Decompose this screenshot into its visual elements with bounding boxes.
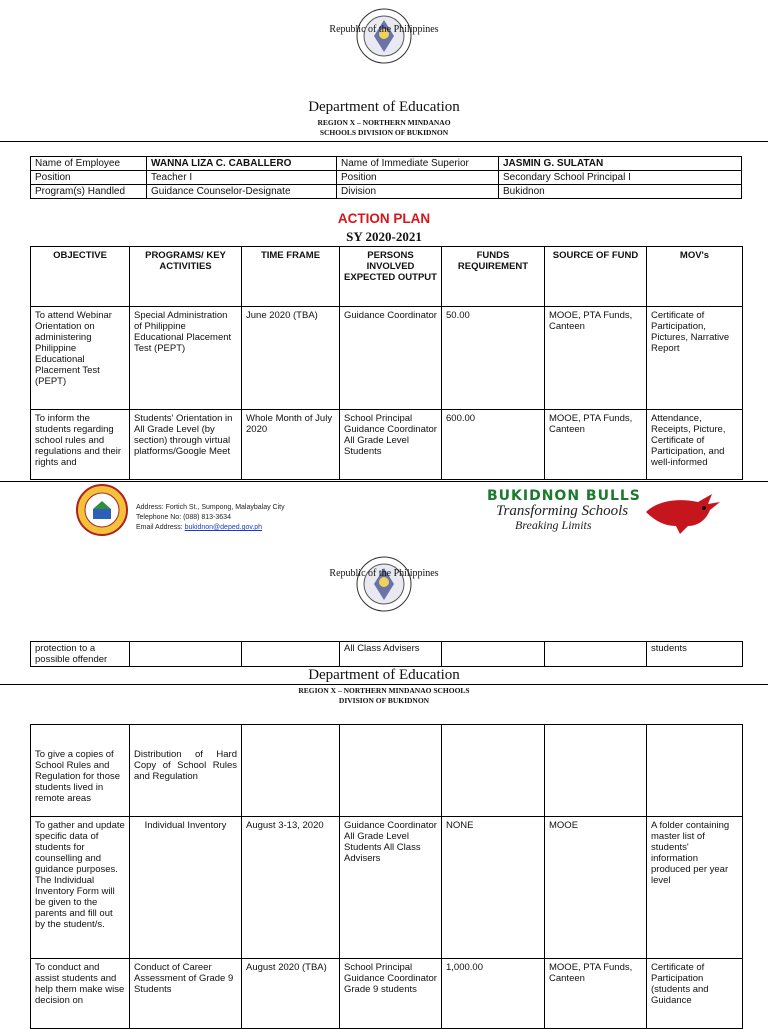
cell-objective: To gather and update specific data of students for counselling and guidance purposes. The Individual Inventory Form will be given to the parents and fill out by the student/s. (31, 817, 130, 959)
cell-movs (647, 410, 743, 480)
cell-time-frame (242, 725, 340, 817)
position-value: Teacher I (147, 171, 337, 185)
header-time-frame: TIME FRAME (242, 247, 340, 307)
cell-objective (31, 959, 130, 1029)
name-label: Name of Employee (31, 157, 147, 171)
cell-movs (647, 725, 743, 817)
bull-icon (640, 490, 722, 536)
continuation-table (30, 641, 743, 667)
employee-info-table (30, 156, 742, 199)
division-text-2: DIVISION OF BUKIDNON (338, 696, 430, 705)
cell-time-frame (242, 642, 340, 667)
cell-objective: To attend Webinar Orientation on administering Philippine Educational Placement Test (PEPT) (31, 307, 130, 410)
footer-telephone: Telephone No: (088) 813-3634 (136, 514, 231, 521)
header-objective: OBJECTIVE (31, 247, 130, 307)
cell-objective: protection to a possible offender (31, 642, 130, 667)
brand-name: BUKIDNON BULLS (487, 488, 641, 504)
position-label: Position (31, 171, 147, 185)
cell-objective (31, 410, 130, 480)
cell-movs: students (647, 642, 743, 667)
cell-source: MOOE, PTA Funds, Canteen (545, 959, 647, 1029)
action-plan-table-2 (30, 724, 743, 1029)
cell-objective: To give a copies of School Rules and Regulation for those students lived in remote areas (31, 725, 130, 817)
superior-label: Name of Immediate Superior (337, 157, 499, 171)
brand-tagline-1: Transforming Schools (496, 503, 629, 519)
cell-funds: NONE (442, 817, 545, 959)
cell-time-frame: June 2020 (TBA) (242, 307, 340, 410)
cell-persons: Guidance Coordinator All Grade Level Students All Class Advisers (340, 817, 442, 959)
cell-persons (340, 959, 442, 1029)
region-text: REGION X – NORTHERN MINDANAO (317, 118, 451, 127)
header-funds: FUNDS REQUIREMENT (442, 247, 545, 307)
table-row (31, 959, 743, 1029)
cell-time-frame: Whole Month of July 2020 (242, 410, 340, 480)
cell-text: School Principal Guidance Coordinator All Grade Level Students (344, 413, 437, 457)
action-plan-title: ACTION PLAN (337, 211, 431, 226)
region-text-2: REGION X – NORTHERN MINDANAO SCHOOLS (298, 686, 470, 695)
cell-funds: 1,000.00 (442, 959, 545, 1029)
superior-value: JASMIN G. SULATAN (499, 157, 742, 171)
superior-position-label: Position (337, 171, 499, 185)
division-value: Bukidnon (499, 185, 742, 199)
cell-text: To conduct and assist students and help them make wise decision on (35, 962, 125, 1006)
cell-persons: Guidance Coordinator (340, 307, 442, 410)
table-row (31, 642, 743, 667)
cell-movs: A folder containing master list of students' information produced per year level (647, 817, 743, 959)
deped-seal-logo-2 (356, 556, 412, 612)
cell-movs: Certificate of Participation, Pictures, Narrative Report (647, 307, 743, 410)
cell-source (545, 642, 647, 667)
cell-time-frame: August 2020 (TBA) (242, 959, 340, 1029)
superior-position-value: Secondary School Principal I (499, 171, 742, 185)
deped-seal-logo (356, 8, 412, 64)
action-plan-table-1 (30, 246, 743, 480)
header-programs: PROGRAMS/ KEY ACTIVITIES (130, 247, 242, 307)
table-row (31, 307, 743, 410)
cell-persons: All Class Advisers (340, 642, 442, 667)
cell-text: School Principal Guidance Coordinator Grade 9 students (344, 962, 437, 995)
programs-label: Program(s) Handled (31, 185, 147, 199)
cell-funds (442, 642, 545, 667)
cell-text: Students' Orientation in All Grade Level (by section) through virtual platforms/Google Meet (134, 413, 233, 457)
brand-tagline-2: Breaking Limits (515, 518, 592, 532)
cell-source: MOOE, PTA Funds, Canteen (545, 307, 647, 410)
table-header-row (31, 247, 743, 307)
cell-source (545, 725, 647, 817)
cell-source: MOOE (545, 817, 647, 959)
table-row (31, 410, 743, 480)
header-divider (0, 141, 768, 142)
header-movs: MOV's (647, 247, 743, 307)
header-source: SOURCE OF FUND (545, 247, 647, 307)
cell-programs (130, 642, 242, 667)
republic-text: Republic of the Philippines (329, 24, 439, 35)
cell-programs (130, 410, 242, 480)
footer-email-line (136, 523, 285, 533)
cell-text: To inform the students regarding school rules and regulations and their rights and (35, 413, 122, 468)
division-label: Division (337, 185, 499, 199)
header-divider-2 (0, 684, 768, 685)
name-value: WANNA LIZA C. CABALLERO (147, 157, 337, 171)
table-row (31, 725, 743, 817)
cell-funds: 600.00 (442, 410, 545, 480)
school-year: SY 2020-2021 (346, 229, 422, 244)
table-row (31, 817, 743, 959)
cell-programs: Conduct of Career Assessment of Grade 9 Students (130, 959, 242, 1029)
footer-address: Address: Fortich St., Sumpong, Malaybalay City (136, 504, 285, 511)
cell-programs: Distribution of Hard Copy of School Rules and Regulation (130, 725, 242, 817)
cell-time-frame: August 3-13, 2020 (242, 817, 340, 959)
footer-contact (136, 503, 285, 533)
division-seal-logo (76, 484, 128, 536)
footer-email-link[interactable]: bukidnon@deped.gov.ph (184, 524, 263, 531)
republic-text-2: Republic of the Philippines (329, 568, 439, 579)
cell-movs (647, 959, 743, 1029)
department-title-2: Department of Education (308, 667, 460, 683)
footer-email-label: Email Address: (136, 524, 183, 531)
header-persons: PERSONS INVOLVED EXPECTED OUTPUT (340, 247, 442, 307)
cell-persons (340, 725, 442, 817)
cell-programs: Individual Inventory (130, 817, 242, 959)
page-break-line (0, 481, 768, 482)
division-text: SCHOOLS DIVISION OF BUKIDNON (319, 128, 449, 137)
cell-funds (442, 725, 545, 817)
cell-persons (340, 410, 442, 480)
cell-source: MOOE, PTA Funds, Canteen (545, 410, 647, 480)
cell-funds: 50.00 (442, 307, 545, 410)
cell-programs: Special Administration of Philippine Educational Placement Test (PEPT) (130, 307, 242, 410)
cell-text: Attendance, Receipts, Picture, Certificate of Participation, and well-informed (651, 413, 726, 468)
department-title: Department of Education (308, 99, 460, 115)
programs-value: Guidance Counselor-Designate (147, 185, 337, 199)
cell-text: Certificate of Participation (students and Guidance (651, 962, 709, 1006)
